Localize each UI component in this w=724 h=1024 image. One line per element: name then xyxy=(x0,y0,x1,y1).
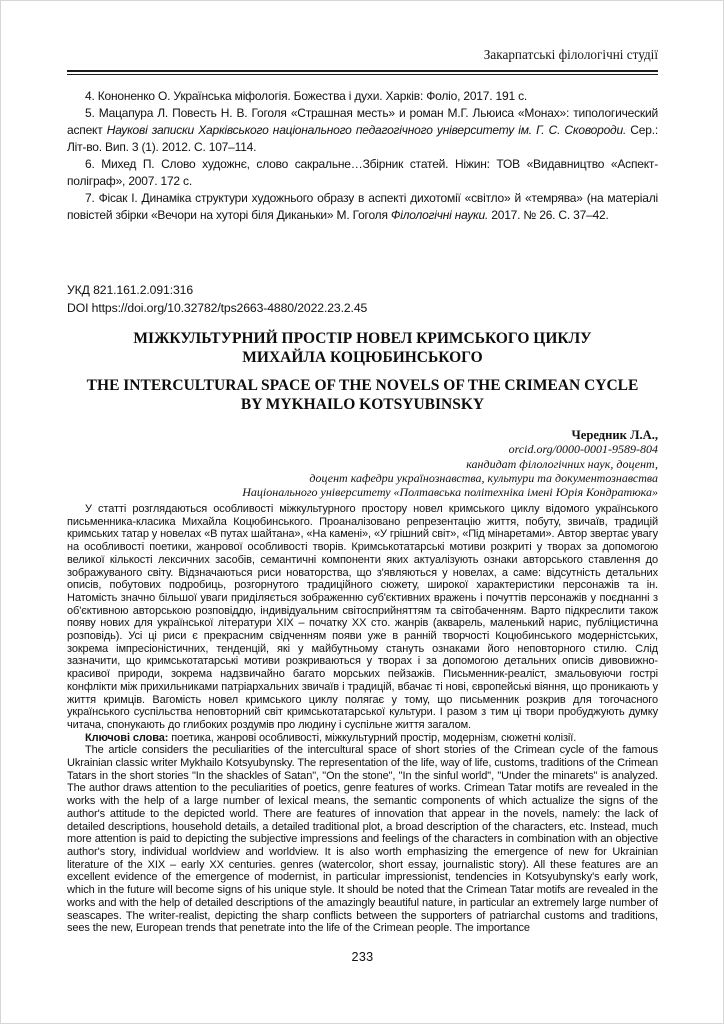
running-head: Закарпатські філологічні студії xyxy=(483,47,658,62)
reference-text: 7. Фісак І. Динаміка структури художнього образу в аспекті дихотомії «світло» й «темрява» (на матеріалі повістей збірки «Вечори на хуторі біля Диканьки» М. Гоголя xyxy=(67,191,658,222)
reference-item xyxy=(67,88,658,105)
page-number: 233 xyxy=(351,950,374,964)
author-position: доцент кафедри українознавства, культури та документознавства xyxy=(309,470,658,485)
reference-text: 4. Кононенко О. Українська міфологія. Божества і духи. Харків: Фоліо, 2017. 191 с. xyxy=(85,89,528,103)
keywords-label: Ключові слова: xyxy=(85,731,169,744)
author-degree: кандидат філологічних наук, доцент, xyxy=(466,456,658,471)
abstract-en: The article considers the peculiarities of the intercultural space of short stories of the Crimean cycle of the famous Ukrainian classic writer Mykhailo Kotsyubynsky. The representation of the life, way of life, customs, traditions of the Crimean Tatars in the short stories "In the shackles of Satan", "On the stone", "In the sinful world", "Under the minarets" is analyzed. The author draws attention to the peculiarities of poetics, genre features of works. Crimean Tatar motifs are revealed in the works with the help of a large number of lexical means, the semantic components of which actualize the signs of the author's attitude to the depicted world. There are features of innovation that appear in the novels, namely: the lack of detailed descriptions, household details, a detailed traditional plot, a broad description of the characters, etc. Instead, much more attention is paid to depicting the subjective impressions and feelings of the characters in combination with an objective author's story, individual worldview and worldview. It is also worth emphasizing the emergence of new for Ukrainian literature of the XIX – early XX centuries. genres (watercolor, short essay, journalistic story). All these features are an excellent evidence of the emergence of modernist, in particular impressionist, tendencies in Kotsyubynsky's early work, which in the future will become signs of his unique style. It should be noted that the Crimean Tatar motifs are revealed in the works and with the help of detailed descriptions of the amazingly beautiful nature, in particular an extremely large number of seascapes. The writer-realist, depicting the sharp conflicts between the supporters of patriarchal customs and traditions, sees the new, European trends that penetrate into the life of the Crimean people. The importance xyxy=(67,744,658,935)
reference-text: Сер.: Літ-во. Вип. 3 (1). 2012. С. 107–114. xyxy=(67,123,658,154)
reference-item xyxy=(67,105,658,156)
article-title-ua-line1: МІЖКУЛЬТУРНИЙ ПРОСТІР НОВЕЛ КРИМСЬКОГО ЦИКЛУ xyxy=(133,330,592,347)
author-orcid: orcid.org/0000-0001-9589-804 xyxy=(508,442,658,457)
references-list xyxy=(67,88,658,224)
article-title-ua xyxy=(67,330,658,367)
reference-source-italic: Наукові записки Харківського національного педагогічного університету ім. Г. С. Сковороди. xyxy=(106,123,627,137)
author-affiliation: Національного університету «Полтавська політехніка імені Юрія Кондратюка» xyxy=(242,485,658,500)
reference-text: 2017. № 26. С. 37–42. xyxy=(488,208,609,222)
article-meta xyxy=(67,282,658,317)
article-title-en xyxy=(67,377,658,414)
article-title-ua-line2: МИХАЙЛА КОЦЮБИНСЬКОГО xyxy=(242,348,483,366)
article-title-en-line1: THE INTERCULTURAL SPACE OF THE NOVELS OF THE CRIMEAN CYCLE xyxy=(86,377,639,394)
keywords-text: поетика, жанрові особливості, міжкультурний простір, модернізм, сюжетні колізії. xyxy=(168,731,577,744)
article-title-en-line2: BY MYKHAILO KOTSYUBINSKY xyxy=(240,395,485,413)
abstract-ua: У статті розглядаються особливості міжкультурного простору новел кримського циклу відомого українського письменника-класика Михайла Коцюбинського. Проаналізовано репрезентацію життя, побуту, звичаїв, традицій кримських татар у новелах «В путах шайтана», «На камені», «У грішний світ», «Під мінаретами». Автор звертає увагу на особливості поетики, жанрової особливості творів. Кримськотатарські мотиви розкриті у творах за допомогою великої кількості лексичних засобів, семантичні компоненти яких актуалізують ознаки авторського ставлення до зображуваного світу. Відзначаються риси новаторства, що з'являються у новелах, а саме: відсутність детальних описів, побутових подробиць, розгорнутого традиційного сюжету, широкої характеристики персонажів та ін. Натомість значно більшої уваги приділяється зображенню суб'єктивних вражень і почуттів персонажів у поєднанні з об'єктивною авторською розповіддю, індивідуальним світосприйняттям та світобаченням. Варто підкреслити також появу нових для української літератури XIX – початку XX сто. жанрів (акварель, маленький нарис, публіцистична розповідь). Усі ці риси є прекрасним свідченням появи уже в ранній творчості Коцюбинського модерністських, зокрема імпресіоністичних, тенденцій, які у майбутньому стануть ознаками його неповторного стилю. Слід зазначити, що кримськотатарські мотиви розкриваються у творах і за допомогою детальних описів дивовижно-красивої природи, зокрема надзвичайно багато морських пейзажів. Письменник-реаліст, змальовуючи гострі конфлікти між прихильниками патріархальних звичаїв і традицій, вбачає ті нові, європейські віяння, що проникають у життя кримців. Вагомість новел кримського циклу полягає у тому, що письменник розкрив для тогочасного українського суспільства неповторний світ кримськотатарської культури. І разом з тим ці твори пробуджують думку читача, спонукають до глибоких роздумів про людину і суспільне життя загалом. xyxy=(67,503,658,731)
reference-item xyxy=(67,156,658,190)
reference-text: 6. Михед П. Слово художнє, слово сакральне…Збірник статей. Ніжин: ТОВ «Видавництво «Аспект-поліграф», 2007. 172 с. xyxy=(67,157,658,188)
doi-line: DOI https://doi.org/10.32782/tps2663-4880/2022.23.2.45 xyxy=(67,300,368,315)
reference-source-italic: Філологічні науки. xyxy=(390,208,489,222)
author-block xyxy=(67,428,658,499)
author-name: Чередник Л.А., xyxy=(571,428,658,442)
reference-text: 5. Мацапура Л. Повесть Н. В. Гоголя «Страшная месть» и роман М.Г. Льюиса «Монах»: типологический аспект xyxy=(67,106,658,137)
abstracts-section xyxy=(67,503,658,950)
keywords-line xyxy=(67,732,658,745)
udc-code: УКД 821.161.2.091:316 xyxy=(67,283,194,297)
reference-item xyxy=(67,190,658,224)
header-double-rule xyxy=(67,70,658,75)
